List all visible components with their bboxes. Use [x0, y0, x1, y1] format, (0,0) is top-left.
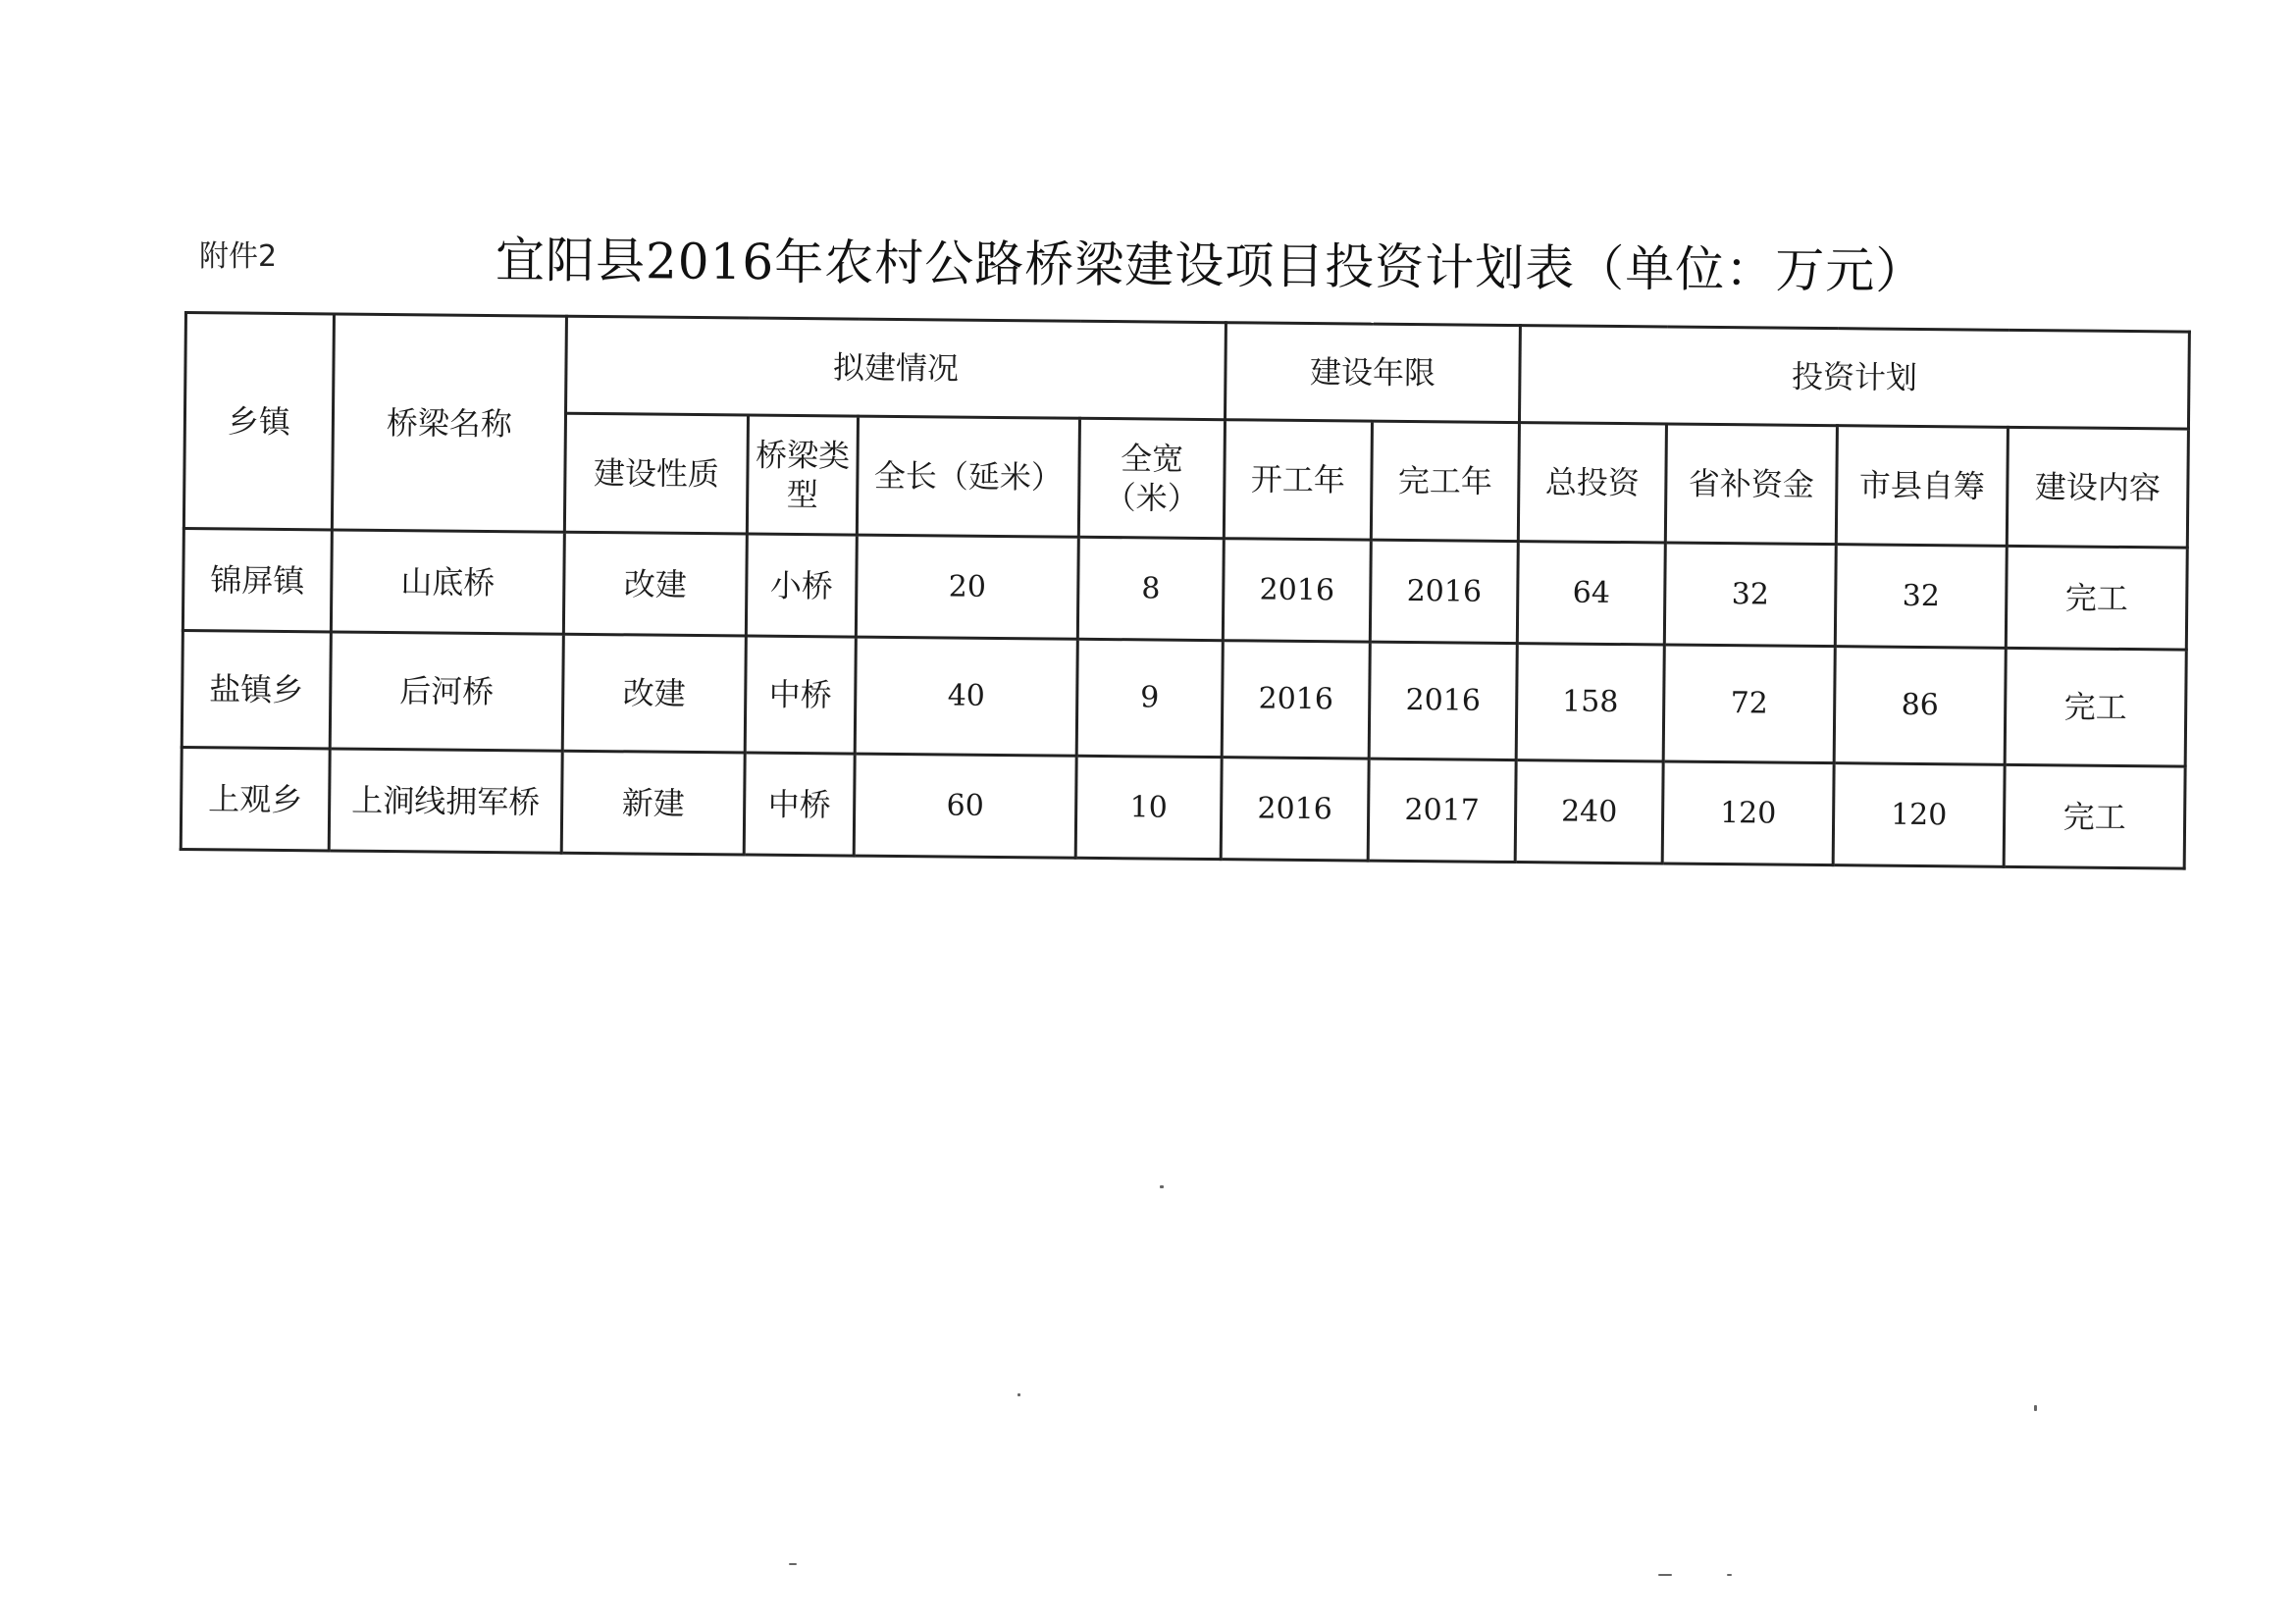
header-bridge-name: 桥梁名称 — [332, 314, 566, 532]
cell-end-year: 2016 — [1369, 642, 1517, 759]
table-container — [180, 311, 2191, 870]
table-row — [183, 529, 2187, 651]
cell-start-year: 2016 — [1222, 641, 1370, 759]
cell-provincial: 32 — [1664, 543, 1836, 647]
header-proposed-group: 拟建情况 — [566, 316, 1226, 419]
scan-speck — [1018, 1393, 1020, 1396]
header-investment-group: 投资计划 — [1520, 326, 2190, 430]
cell-nature: 新建 — [561, 751, 745, 855]
cell-content: 完工 — [2005, 648, 2186, 766]
header-period-group: 建设年限 — [1226, 323, 1521, 423]
cell-content: 完工 — [2006, 546, 2187, 650]
cell-length: 20 — [856, 535, 1078, 639]
cell-width: 8 — [1077, 537, 1224, 640]
table-row — [182, 630, 2186, 766]
header-bridge-type: 桥梁类型 — [747, 415, 858, 535]
cell-content: 完工 — [2004, 764, 2185, 868]
cell-length: 40 — [855, 637, 1077, 756]
cell-bridge-name: 上涧线拥军桥 — [329, 749, 562, 853]
cell-city-county: 86 — [1834, 647, 2006, 765]
header-township: 乡镇 — [183, 313, 334, 530]
investment-plan-table — [180, 311, 2191, 870]
cell-city-county: 32 — [1835, 545, 2007, 649]
header-provincial: 省补资金 — [1665, 424, 1837, 545]
cell-bridge-type: 中桥 — [745, 636, 856, 754]
cell-total: 158 — [1516, 644, 1664, 761]
cell-width: 9 — [1076, 639, 1223, 757]
document-title: 宜阳县2016年农村公路桥梁建设项目投资计划表（单位：万元） — [495, 232, 1926, 300]
attachment-label: 附件2 — [199, 239, 278, 274]
header-length: 全长（延米） — [857, 416, 1079, 537]
cell-bridge-name: 后河桥 — [330, 632, 563, 751]
header-city-county: 市县自筹 — [1836, 426, 2008, 547]
cell-total: 64 — [1517, 542, 1665, 645]
cell-end-year: 2016 — [1370, 540, 1518, 643]
cell-end-year: 2017 — [1368, 759, 1516, 862]
scan-speck — [2034, 1405, 2037, 1411]
header-content: 建设内容 — [2007, 427, 2188, 548]
cell-township: 盐镇乡 — [182, 630, 331, 748]
header-nature: 建设性质 — [564, 413, 748, 534]
scan-speck — [1160, 1185, 1164, 1188]
cell-provincial: 120 — [1662, 761, 1834, 865]
header-end-year: 完工年 — [1371, 421, 1519, 541]
cell-start-year: 2016 — [1221, 758, 1369, 861]
cell-bridge-type: 中桥 — [744, 753, 855, 856]
scan-speck — [1658, 1574, 1672, 1576]
cell-nature: 改建 — [562, 634, 746, 753]
cell-nature: 改建 — [563, 532, 747, 636]
scan-speck — [789, 1563, 797, 1565]
header-total: 总投资 — [1518, 423, 1666, 543]
scan-speck — [1727, 1574, 1732, 1576]
header-width: 全宽（米） — [1078, 418, 1225, 538]
cell-width: 10 — [1075, 756, 1222, 859]
cell-provincial: 72 — [1663, 645, 1835, 763]
cell-start-year: 2016 — [1223, 539, 1371, 642]
cell-bridge-type: 小桥 — [746, 534, 857, 637]
header-start-year: 开工年 — [1224, 420, 1372, 540]
cell-township: 锦屏镇 — [183, 529, 332, 632]
cell-township: 上观乡 — [181, 747, 330, 850]
cell-total: 240 — [1515, 760, 1663, 864]
cell-city-county: 120 — [1833, 763, 2005, 867]
cell-bridge-name: 山底桥 — [331, 530, 564, 634]
table-header-row-1 — [185, 313, 2190, 430]
cell-length: 60 — [854, 754, 1076, 858]
table-row — [181, 747, 2185, 868]
